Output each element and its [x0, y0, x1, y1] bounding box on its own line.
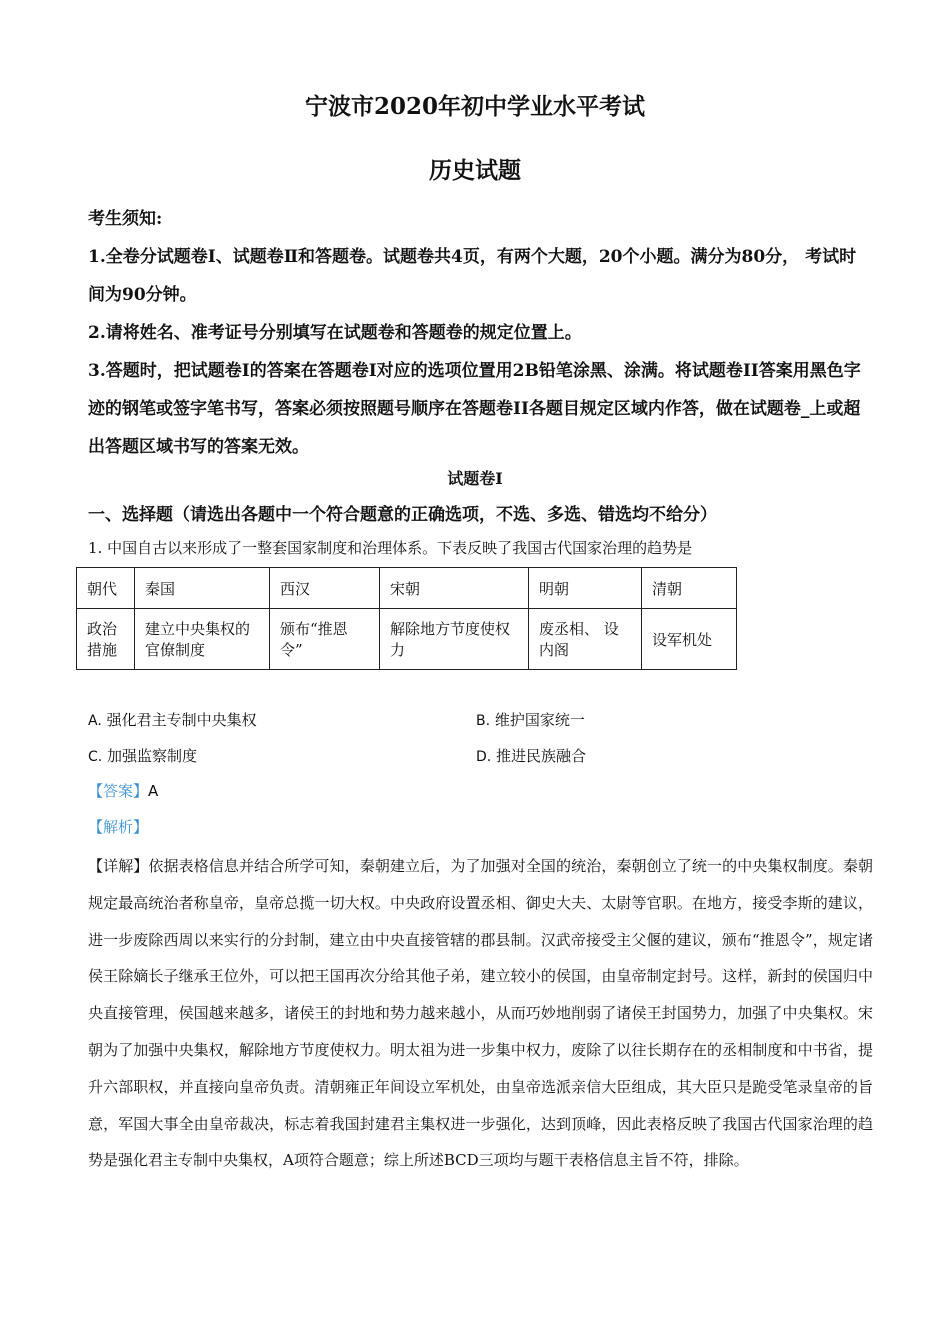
table-cell: 政治措施	[77, 609, 135, 670]
explanation-paragraph: 【详解】依据表格信息并结合所学可知，秦朝建立后，为了加强对全国的统治，秦朝创立了统一的中央集权制度。秦朝规定最高统治者称皇帝，皇帝总揽一切大权。中央政府设置丞相、御史大夫、太尉等官职。在地方，接受李斯的建议，进一步废除西周以来实行的分封制，建立由中央直接管辖的郡县制。汉武帝接受主父偃的建议，颁布“推恩令”，规定诸侯王除嫡长子继承王位外，可以把王国再次分给其他子弟，建立较小的侯国，由皇帝制定封号。这样，新封的侯国归中央直接管理，侯国越来越多，诸侯王的封地和势力越来越小，从而巧妙地削弱了诸侯王封国势力，加强了中央集权。宋朝为了加强中央集权，解除地方节度使权力。明太祖为进一步集中权力，废除了以往长期存在的丞相制度和中书省，提升六部职权，并直接向皇帝负责。清朝雍正年间设立军机处，由皇帝选派亲信大臣组成，其大臣只是跪受笔录皇帝的旨意，军国大事全由皇帝裁决，标志着我国封建君主集权进一步强化，达到顶峰，因此表格反映了我国古代国家治理的趋势是强化君主专制中央集权，A项符合题意；综上所述BCD三项均与题干表格信息主旨不符，排除。	[88, 857, 873, 1170]
part-heading: 一、选择题（请选出各题中一个符合题意的正确选项，不选、多选、错选均不给分）	[88, 505, 717, 525]
option-b[interactable]	[476, 709, 585, 730]
table-cell: 明朝	[529, 568, 642, 609]
option-a[interactable]	[88, 709, 257, 730]
notice-item: 1.全卷分试题卷Ⅰ、试题卷Ⅱ和答题卷。试题卷共4页，有两个大题，20个小题。满分为80分， 考试时间为90分钟。	[88, 247, 857, 305]
exam-subtitle: 历史试题	[429, 157, 521, 184]
section-title: 试题卷I	[447, 469, 503, 488]
option-d[interactable]	[476, 745, 586, 766]
table-cell: 建立中央集权的官僚制度	[135, 609, 270, 670]
table-header-row	[77, 568, 737, 609]
exam-title: 宁波市2020年初中学业水平考试	[304, 93, 645, 120]
answer-label: 【答案】	[88, 782, 149, 800]
table-cell: 废丞相、 设内阁	[529, 609, 642, 670]
notice-heading: 考生须知:	[88, 209, 163, 229]
table-row	[77, 609, 737, 670]
option-letter: B.	[476, 713, 491, 729]
question-stem: 1. 中国自古以来形成了一整套国家制度和治理体系。下表反映了我国古代国家治理的趋势是	[88, 539, 693, 557]
table-cell: 朝代	[77, 568, 135, 609]
option-c[interactable]	[88, 745, 197, 766]
option-letter: C.	[88, 749, 103, 765]
table-cell: 西汉	[270, 568, 380, 609]
answer-line	[88, 780, 158, 801]
notice-item: 3.答题时，把试题卷I的答案在答题卷I对应的选项位置用2B铅笔涂黑、涂满。将试题卷II答案用黑色字迹的钢笔或签字笔书写，答案必须按照题号顺序在答题卷II各题目规定区域内作答，做在试题卷_上或超出答题区域书写的答案无效。	[88, 361, 861, 457]
option-text: 强化君主专制中央集权	[106, 711, 257, 729]
notice-item: 2.请将姓名、准考证号分别填写在试题卷和答题卷的规定位置上。	[88, 323, 582, 343]
option-letter: A.	[88, 713, 102, 729]
table-cell: 解除地方节度使权力	[380, 609, 529, 670]
explanation-text	[88, 848, 873, 1179]
analysis-label: 【解析】	[88, 818, 149, 836]
table-cell: 颁布“推恩令”	[270, 609, 380, 670]
exam-notice	[88, 200, 868, 466]
option-text: 推进民族融合	[496, 747, 587, 765]
question-table	[76, 567, 737, 670]
table-cell: 设军机处	[642, 609, 737, 670]
table-cell: 秦国	[135, 568, 270, 609]
table-cell: 清朝	[642, 568, 737, 609]
answer-value: A	[148, 782, 159, 800]
option-text: 维护国家统一	[494, 711, 585, 729]
option-text: 加强监察制度	[107, 747, 198, 765]
table-cell: 宋朝	[380, 568, 529, 609]
option-letter: D.	[476, 749, 492, 765]
